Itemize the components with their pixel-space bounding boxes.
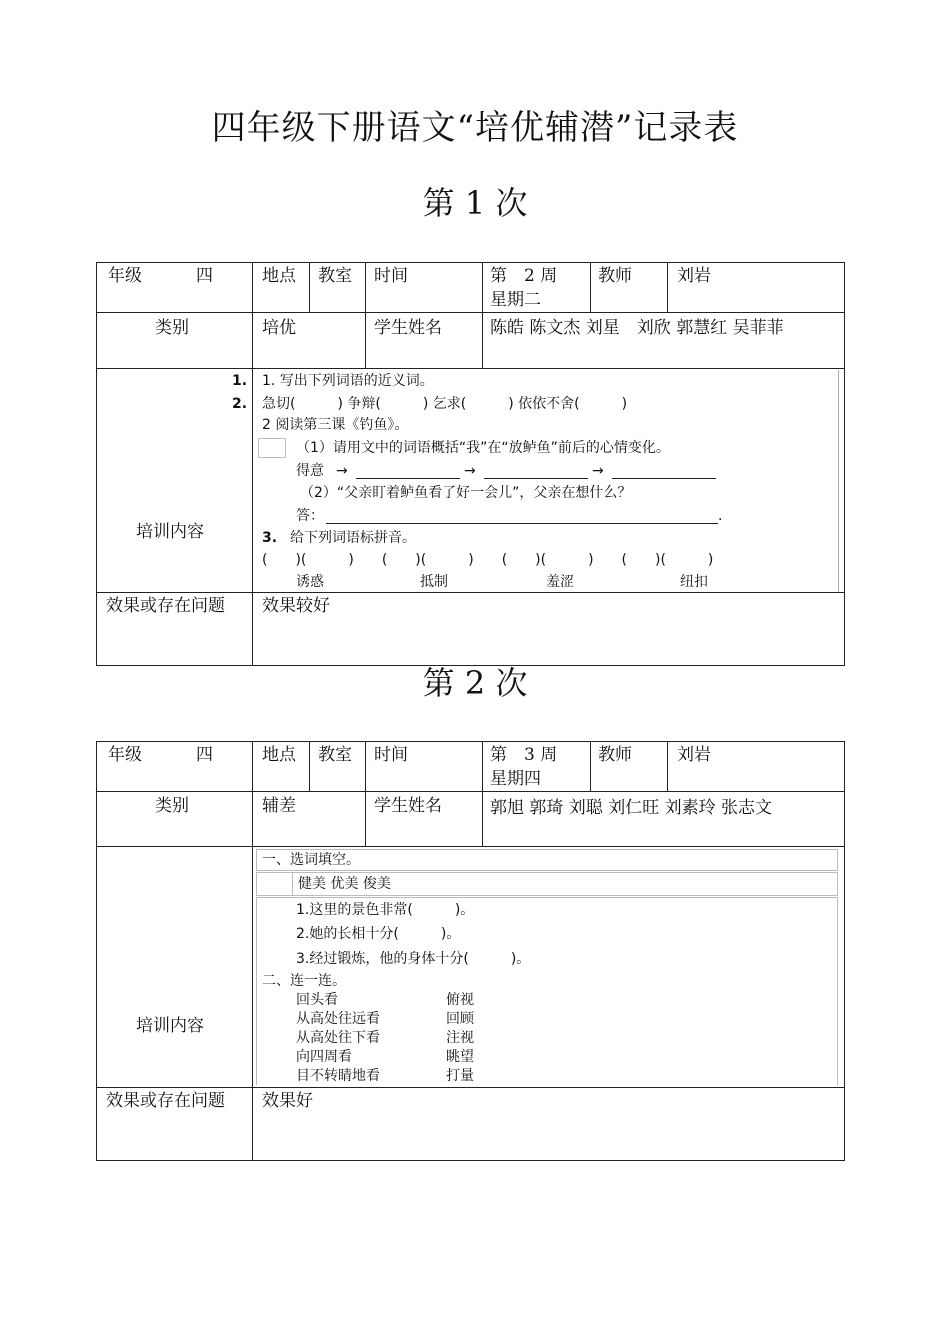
pinyin-word: 抵制 (420, 574, 448, 590)
content-line: 答： (296, 508, 324, 524)
pinyin-word: 诱惑 (296, 574, 324, 590)
week-value: 第 3 周 (490, 745, 558, 765)
content-line: 1. 写出下列词语的近义词。 (262, 373, 434, 389)
pinyin-word: 羞涩 (546, 574, 574, 590)
category-label: 类别 (155, 796, 189, 816)
place-value: 教室 (318, 745, 352, 765)
content-line: ( )( ) ( )( ) ( )( ) ( )( ) (262, 552, 714, 568)
students-label: 学生姓名 (374, 796, 442, 816)
teacher-label: 教师 (598, 266, 632, 286)
content-label: 培训内容 (136, 1016, 204, 1036)
page-title: 四年级下册语文“培优辅潜”记录表 (211, 108, 739, 148)
content-line: 一、选词填空。 (262, 852, 360, 868)
weekday-value: 星期二 (490, 290, 541, 310)
teacher-value: 刘岩 (677, 745, 711, 765)
place-label: 地点 (262, 745, 296, 765)
teacher-label: 教师 (598, 745, 632, 765)
arrow: → (336, 463, 348, 479)
place-label: 地点 (262, 266, 296, 286)
content-line: . (718, 508, 723, 524)
place-value: 教室 (318, 266, 352, 286)
content-label: 培训内容 (136, 522, 204, 542)
match-right: 俯视 (446, 992, 474, 1008)
category-value: 培优 (262, 318, 296, 338)
effect-label: 效果或存在问题 (106, 1091, 225, 1111)
content-line: 得意 (296, 463, 324, 479)
category-value: 辅差 (262, 796, 296, 816)
grade-value: 四 (196, 266, 213, 286)
content-line: 急切( ) 争辩( ) 乞求( ) 依依不舍( ) (262, 396, 628, 412)
content-line: 3. (262, 530, 278, 546)
time-label: 时间 (374, 745, 408, 765)
content-line: （1）请用文中的词语概括“我”在“放鲈鱼”前后的心情变化。 (296, 440, 670, 456)
content-line: 给下列词语标拼音。 (290, 530, 416, 546)
arrow: → (592, 463, 604, 479)
session-1-heading: 第 1 次 (422, 184, 528, 222)
teacher-value: 刘岩 (677, 266, 711, 286)
week-value: 第 2 周 (490, 266, 558, 286)
effect-label: 效果或存在问题 (106, 596, 225, 616)
grade-label: 年级 (108, 266, 142, 286)
students-value: 郭旭 郭琦 刘聪 刘仁旺 刘素玲 张志文 (490, 798, 773, 818)
time-label: 时间 (374, 266, 408, 286)
margin-number: 1. (232, 373, 248, 389)
content-line: 3.经过锻炼，他的身体十分( )。 (296, 951, 531, 967)
effect-value: 效果较好 (262, 596, 330, 616)
content-line: 2.她的长相十分( )。 (296, 926, 461, 942)
match-left: 从高处往远看 (296, 1011, 380, 1027)
margin-number: 2. (232, 396, 248, 412)
match-right: 眺望 (446, 1049, 474, 1065)
match-right: 回顾 (446, 1011, 474, 1027)
effect-value: 效果好 (262, 1091, 313, 1111)
arrow: → (464, 463, 476, 479)
content-line: （2）“父亲盯着鲈鱼看了好一会儿”，父亲在想什么？ (300, 485, 632, 501)
match-right: 打量 (446, 1068, 474, 1084)
pinyin-word: 纽扣 (680, 574, 708, 590)
content-line: 健美 优美 俊美 (298, 876, 391, 892)
content-line: 1.这里的景色非常( )。 (296, 902, 475, 918)
match-left: 目不转睛地看 (296, 1068, 380, 1084)
content-line: 2 阅读第三课《钓鱼》。 (262, 417, 409, 433)
category-label: 类别 (155, 318, 189, 338)
weekday-value: 星期四 (490, 769, 541, 789)
match-right: 注视 (446, 1030, 474, 1046)
match-left: 回头看 (296, 992, 338, 1008)
students-value: 陈皓 陈文杰 刘星 刘欣 郭慧红 吴菲菲 (490, 318, 784, 338)
students-label: 学生姓名 (374, 318, 442, 338)
match-left: 从高处往下看 (296, 1030, 380, 1046)
session-2-heading: 第 2 次 (422, 664, 528, 702)
grade-value: 四 (196, 745, 213, 765)
content-line: 二、连一连。 (262, 973, 346, 989)
match-left: 向四周看 (296, 1049, 352, 1065)
grade-label: 年级 (108, 745, 142, 765)
blank-box (258, 438, 286, 458)
